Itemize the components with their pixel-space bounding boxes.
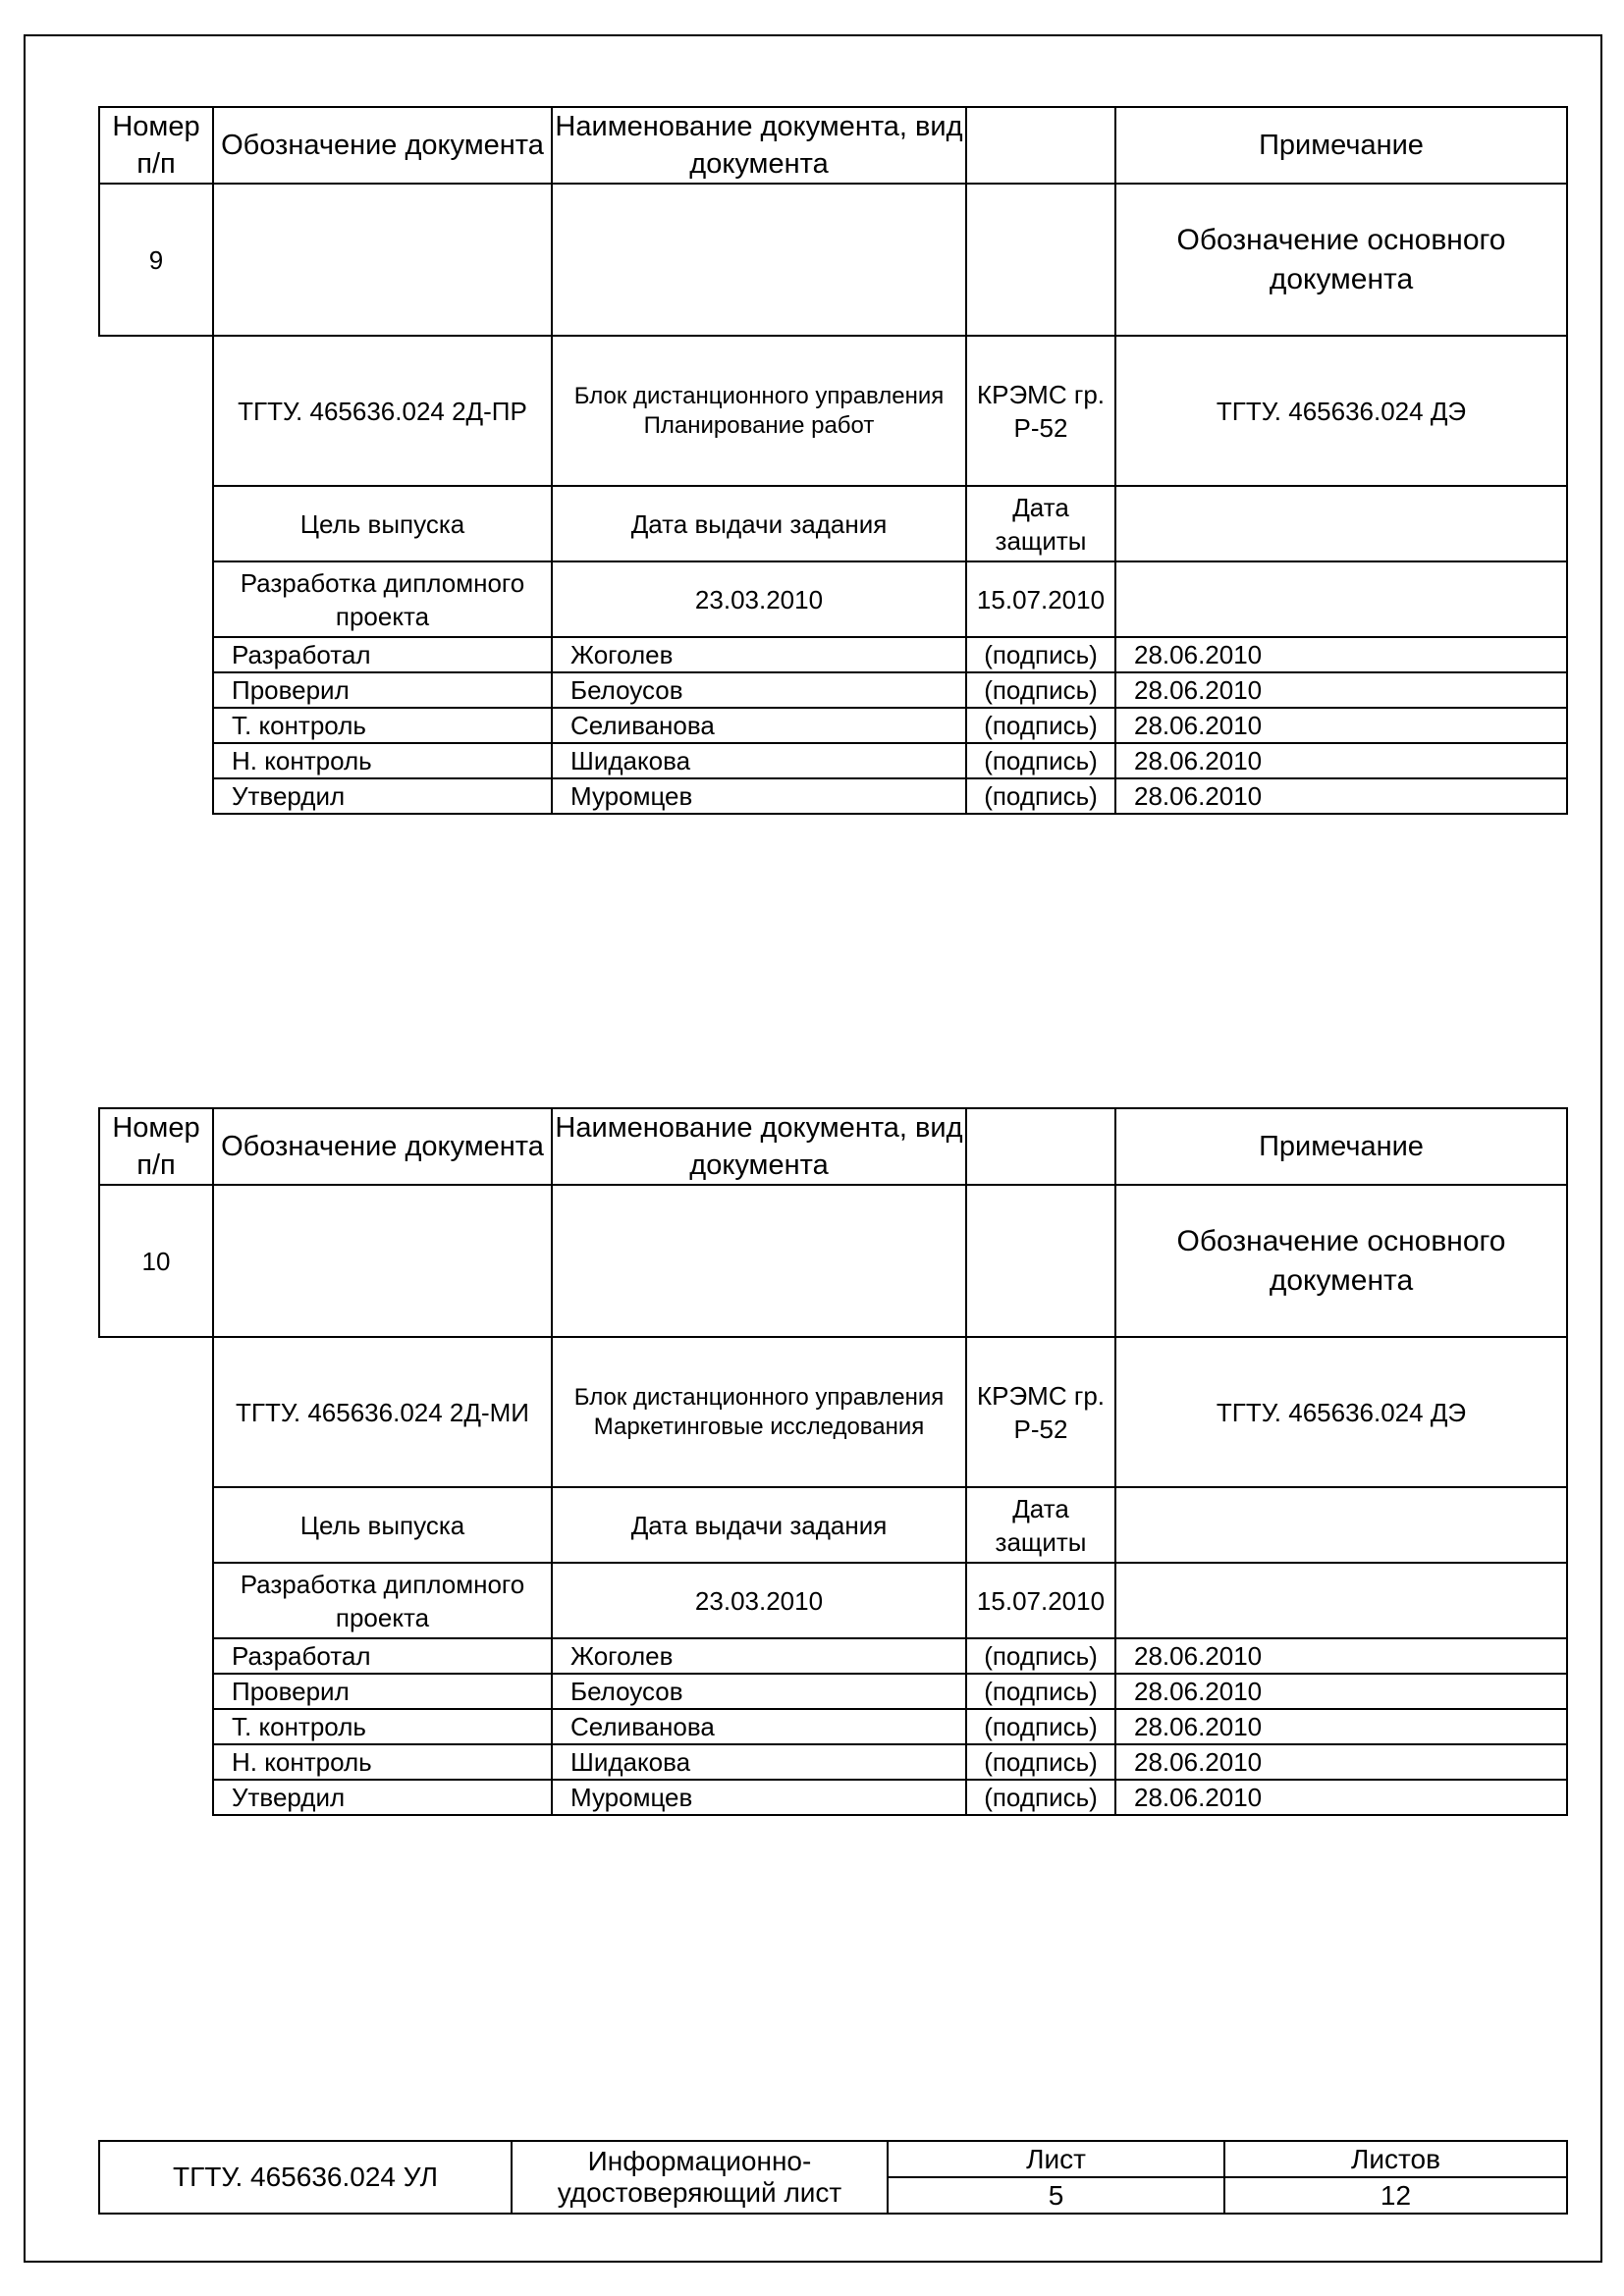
defense-date-label: Дата защиты xyxy=(966,1487,1115,1563)
empty-cell xyxy=(966,184,1115,336)
signature-name: Жоголев xyxy=(552,1638,966,1674)
signature-mark: (подпись) xyxy=(966,672,1115,708)
doc-code: ТГТУ. 465636.024 2Д-ПР xyxy=(213,336,552,486)
signature-row xyxy=(99,637,1567,672)
stamp-sheets-total: 12 xyxy=(1224,2177,1567,2214)
header-designation: Обозначение документа xyxy=(213,1108,552,1185)
stamp-sheet-number: 5 xyxy=(888,2177,1224,2214)
purpose: Разработка дипломного проекта xyxy=(213,1563,552,1638)
spacer xyxy=(99,1337,213,1487)
signature-role: Разработал xyxy=(213,1638,552,1674)
signature-name: Селиванова xyxy=(552,1709,966,1744)
signature-row xyxy=(99,1674,1567,1709)
signature-mark: (подпись) xyxy=(966,743,1115,778)
main-doc-code: ТГТУ. 465636.024 ДЭ xyxy=(1115,336,1567,486)
issue-date: 23.03.2010 xyxy=(552,561,966,637)
signature-role: Н. контроль xyxy=(213,743,552,778)
row-number: 10 xyxy=(99,1185,213,1337)
purpose-label: Цель выпуска xyxy=(213,486,552,561)
signature-role: Т. контроль xyxy=(213,1709,552,1744)
issue-date-label: Дата выдачи задания xyxy=(552,1487,966,1563)
doc-name: Блок дистанционного управления Маркетинговые исследования xyxy=(552,1337,966,1487)
spacer xyxy=(99,336,213,486)
signature-date: 28.06.2010 xyxy=(1115,1780,1567,1815)
header-name: Наименование документа, вид документа xyxy=(552,107,966,184)
document-block-9 xyxy=(98,106,1568,815)
title-stamp xyxy=(98,2140,1568,2215)
signature-date: 28.06.2010 xyxy=(1115,1709,1567,1744)
empty-cell xyxy=(1115,486,1567,561)
signature-mark: (подпись) xyxy=(966,1638,1115,1674)
empty-cell xyxy=(1115,1563,1567,1638)
signature-mark: (подпись) xyxy=(966,637,1115,672)
spacer xyxy=(99,1563,213,1638)
signature-date: 28.06.2010 xyxy=(1115,637,1567,672)
spacer xyxy=(99,561,213,637)
empty-cell xyxy=(213,1185,552,1337)
signature-row xyxy=(99,743,1567,778)
issue-date: 23.03.2010 xyxy=(552,1563,966,1638)
header-note: Примечание xyxy=(1115,1108,1567,1185)
signature-name: Жоголев xyxy=(552,637,966,672)
stamp-code: ТГТУ. 465636.024 УЛ xyxy=(99,2141,512,2214)
header-name: Наименование документа, вид документа xyxy=(552,1108,966,1185)
purpose: Разработка дипломного проекта xyxy=(213,561,552,637)
signature-role: Утвердил xyxy=(213,778,552,814)
signature-row xyxy=(99,1709,1567,1744)
signature-role: Утвердил xyxy=(213,1780,552,1815)
org: КРЭМС гр. Р-52 xyxy=(966,336,1115,486)
signature-date: 28.06.2010 xyxy=(1115,743,1567,778)
signature-row xyxy=(99,1638,1567,1674)
signature-row xyxy=(99,708,1567,743)
empty-cell xyxy=(1115,1487,1567,1563)
purpose-label: Цель выпуска xyxy=(213,1487,552,1563)
signature-date: 28.06.2010 xyxy=(1115,672,1567,708)
signature-role: Проверил xyxy=(213,672,552,708)
signature-role: Проверил xyxy=(213,1674,552,1709)
signature-date: 28.06.2010 xyxy=(1115,708,1567,743)
doc-code: ТГТУ. 465636.024 2Д-МИ xyxy=(213,1337,552,1487)
signature-role: Н. контроль xyxy=(213,1744,552,1780)
signature-role: Разработал xyxy=(213,637,552,672)
empty-cell xyxy=(552,1185,966,1337)
header-number: Номер п/п xyxy=(99,107,213,184)
signature-date: 28.06.2010 xyxy=(1115,1638,1567,1674)
empty-cell xyxy=(966,1185,1115,1337)
spacer xyxy=(99,1487,213,1563)
signature-name: Белоусов xyxy=(552,1674,966,1709)
signature-row xyxy=(99,1780,1567,1815)
signature-mark: (подпись) xyxy=(966,1674,1115,1709)
stamp-sheets-label: Листов xyxy=(1224,2141,1567,2177)
signature-name: Шидакова xyxy=(552,1744,966,1780)
signature-name: Шидакова xyxy=(552,743,966,778)
signature-role: Т. контроль xyxy=(213,708,552,743)
spacer xyxy=(99,486,213,561)
signature-date: 28.06.2010 xyxy=(1115,1674,1567,1709)
document-block-10 xyxy=(98,1107,1568,1816)
org: КРЭМС гр. Р-52 xyxy=(966,1337,1115,1487)
signature-mark: (подпись) xyxy=(966,1709,1115,1744)
signature-name: Белоусов xyxy=(552,672,966,708)
signature-mark: (подпись) xyxy=(966,1780,1115,1815)
signature-name: Муромцев xyxy=(552,778,966,814)
defense-date-label: Дата защиты xyxy=(966,486,1115,561)
signature-date: 28.06.2010 xyxy=(1115,1744,1567,1780)
defense-date: 15.07.2010 xyxy=(966,1563,1115,1638)
signature-mark: (подпись) xyxy=(966,778,1115,814)
header-empty xyxy=(966,107,1115,184)
row-number: 9 xyxy=(99,184,213,336)
signature-row xyxy=(99,672,1567,708)
signature-mark: (подпись) xyxy=(966,1744,1115,1780)
main-doc-label: Обозначение основного документа xyxy=(1115,1185,1567,1337)
issue-date-label: Дата выдачи задания xyxy=(552,486,966,561)
main-doc-label: Обозначение основного документа xyxy=(1115,184,1567,336)
header-empty xyxy=(966,1108,1115,1185)
stamp-title: Информационно-удостоверяющий лист xyxy=(512,2141,888,2214)
signature-mark: (подпись) xyxy=(966,708,1115,743)
empty-cell xyxy=(1115,561,1567,637)
signature-name: Селиванова xyxy=(552,708,966,743)
signature-row xyxy=(99,1744,1567,1780)
empty-cell xyxy=(213,184,552,336)
doc-name: Блок дистанционного управления Планирование работ xyxy=(552,336,966,486)
header-number: Номер п/п xyxy=(99,1108,213,1185)
main-doc-code: ТГТУ. 465636.024 ДЭ xyxy=(1115,1337,1567,1487)
empty-cell xyxy=(552,184,966,336)
signature-row xyxy=(99,778,1567,814)
signature-name: Муромцев xyxy=(552,1780,966,1815)
header-designation: Обозначение документа xyxy=(213,107,552,184)
defense-date: 15.07.2010 xyxy=(966,561,1115,637)
header-note: Примечание xyxy=(1115,107,1567,184)
stamp-sheet-label: Лист xyxy=(888,2141,1224,2177)
signature-date: 28.06.2010 xyxy=(1115,778,1567,814)
